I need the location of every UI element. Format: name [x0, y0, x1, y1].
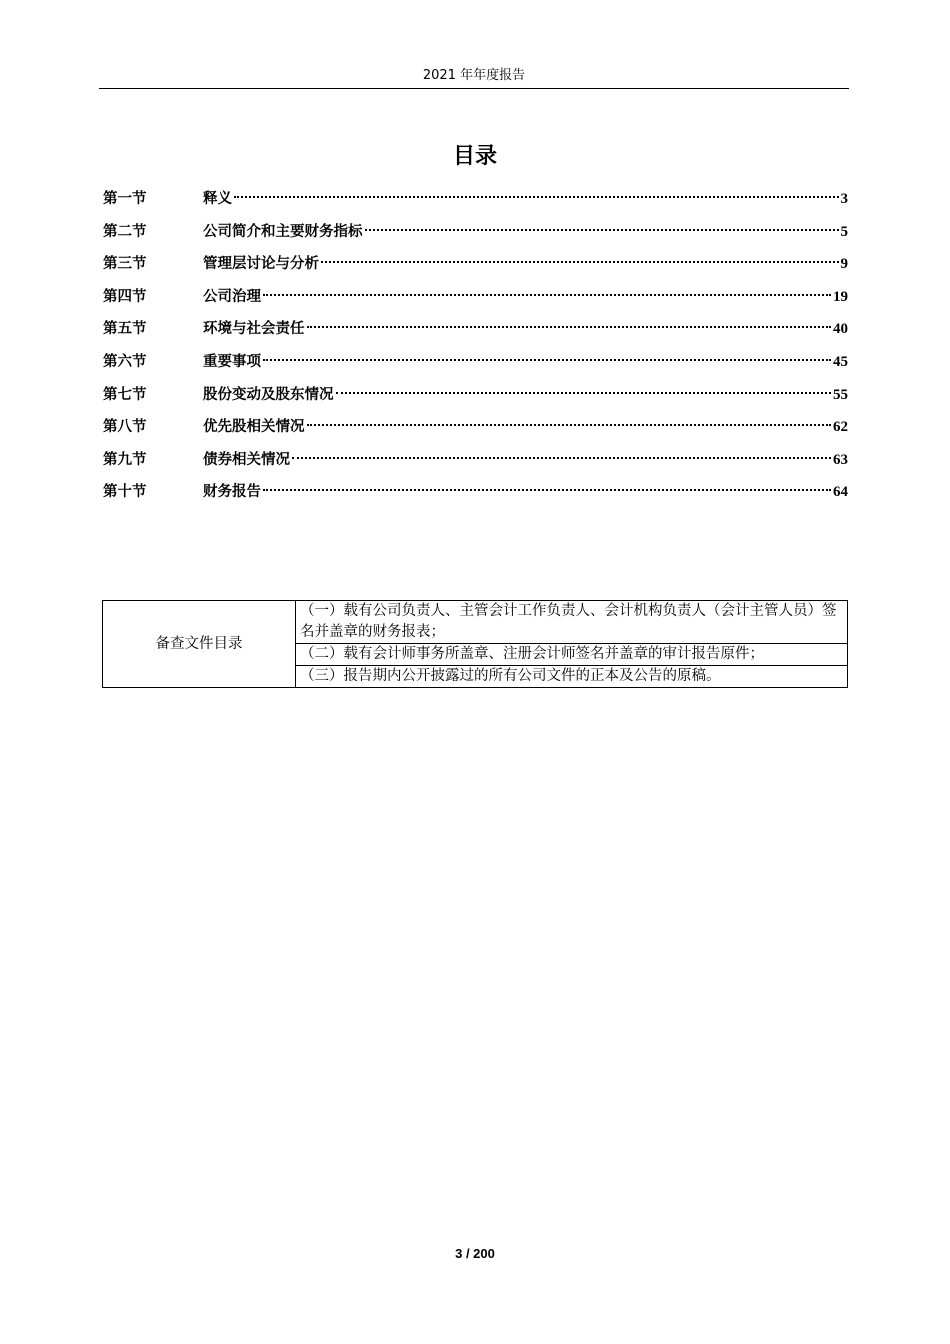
toc-section-number: 第五节 — [103, 321, 147, 338]
toc-section-title: 股份变动及股东情况 — [203, 386, 334, 403]
toc-section-title: 环境与社会责任 — [203, 321, 305, 338]
page-header: 2021 年年度报告 — [99, 66, 849, 89]
toc-page-number: 45 — [833, 353, 848, 370]
toc-entry[interactable] — [103, 348, 848, 381]
toc-entry[interactable] — [103, 315, 848, 348]
toc-section-title: 重要事项 — [203, 353, 261, 370]
toc-dot-leader — [307, 326, 832, 328]
toc-dot-leader — [292, 457, 831, 459]
reference-documents-label: 备查文件目录 — [103, 601, 296, 688]
toc-section-number: 第四节 — [103, 288, 147, 305]
toc-page-number: 3 — [840, 191, 848, 207]
toc-entry[interactable] — [103, 283, 848, 316]
toc-section-number: 第十节 — [103, 484, 147, 501]
toc-dot-leader — [234, 196, 839, 198]
toc-section-title: 债券相关情况 — [203, 451, 290, 468]
toc-section-title: 优先股相关情况 — [203, 419, 305, 436]
toc-section-number: 第一节 — [103, 191, 147, 207]
toc-section-number: 第三节 — [103, 256, 147, 273]
toc-title: 目录 — [452, 144, 497, 169]
toc-entry[interactable] — [103, 185, 848, 218]
reference-document-item: （一）载有公司负责人、主管会计工作负责人、会计机构负责人（会计主管人员）签名并盖章的财务报表； — [296, 601, 848, 644]
toc-dot-leader — [263, 359, 831, 361]
toc-dot-leader — [365, 229, 839, 231]
toc-entry[interactable] — [103, 446, 848, 479]
toc-page-number: 64 — [833, 484, 848, 501]
toc-section-title: 管理层讨论与分析 — [203, 256, 319, 273]
toc-section-number: 第二节 — [103, 223, 147, 240]
page-number-footer: 3 / 200 — [455, 1246, 495, 1261]
toc-dot-leader — [336, 392, 832, 394]
toc-entry[interactable] — [103, 250, 848, 283]
toc-page-number: 9 — [840, 256, 848, 273]
toc-page-number: 5 — [840, 223, 848, 240]
toc-dot-leader — [321, 261, 839, 263]
toc-page-number: 63 — [833, 451, 848, 468]
toc-dot-leader — [263, 489, 831, 491]
toc-section-title: 公司简介和主要财务指标 — [203, 223, 363, 240]
toc-page-number: 19 — [833, 288, 848, 305]
toc-dot-leader — [307, 424, 832, 426]
toc-page-number: 40 — [833, 321, 848, 338]
reference-document-item: （三）报告期内公开披露过的所有公司文件的正本及公告的原稿。 — [296, 666, 848, 688]
toc-page-number: 55 — [833, 386, 848, 403]
reference-documents-table — [102, 600, 848, 688]
table-row — [103, 601, 848, 644]
toc-page-number: 62 — [833, 419, 848, 436]
toc-section-number: 第九节 — [103, 451, 147, 468]
toc-entry[interactable] — [103, 218, 848, 251]
toc-section-number: 第七节 — [103, 386, 147, 403]
toc-entry[interactable] — [103, 478, 848, 511]
toc-entry[interactable] — [103, 381, 848, 414]
toc-dot-leader — [263, 294, 831, 296]
toc-section-number: 第八节 — [103, 419, 147, 436]
toc-section-title: 释义 — [203, 191, 232, 207]
table-of-contents — [103, 185, 848, 511]
toc-entry[interactable] — [103, 413, 848, 446]
reference-document-item: （二）载有会计师事务所盖章、注册会计师签名并盖章的审计报告原件； — [296, 644, 848, 666]
toc-section-number: 第六节 — [103, 353, 147, 370]
toc-section-title: 公司治理 — [203, 288, 261, 305]
toc-section-title: 财务报告 — [203, 484, 261, 501]
